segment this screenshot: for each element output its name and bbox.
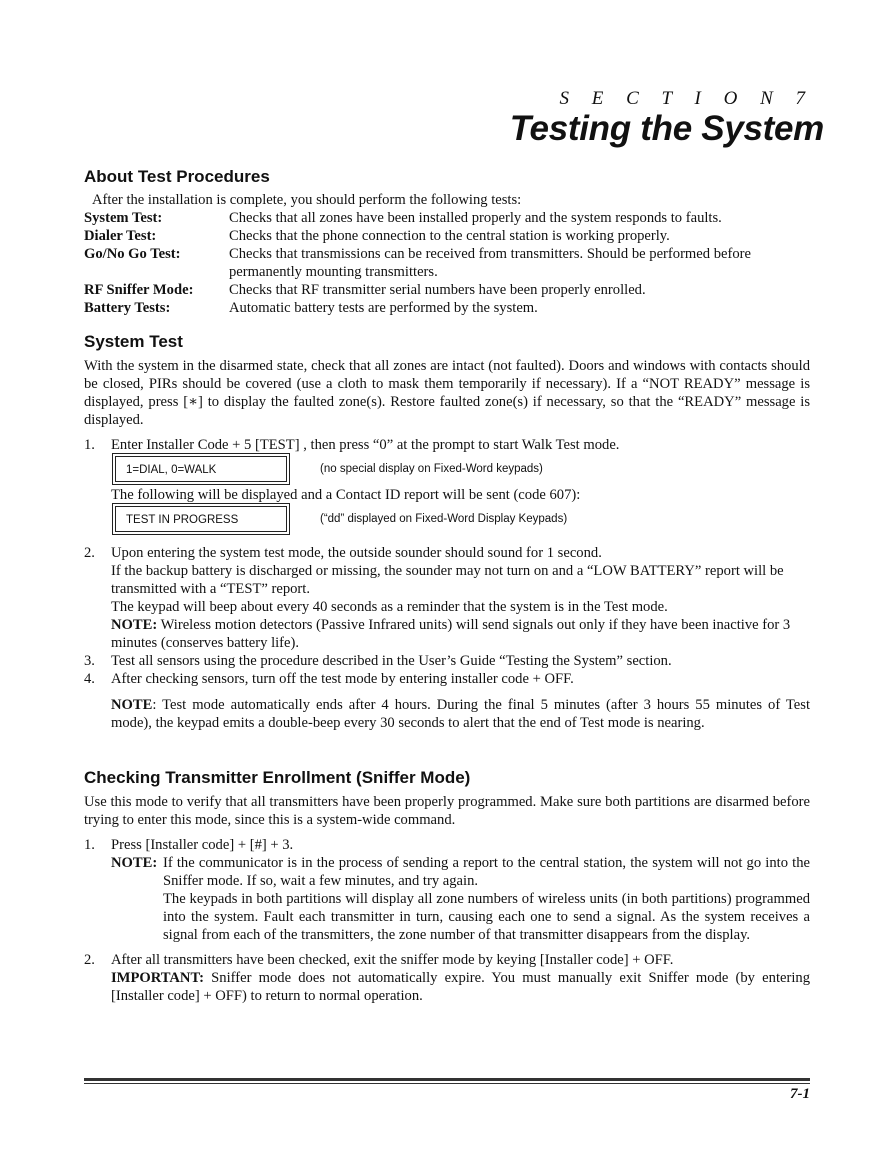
test-term: RF Sniffer Mode: — [84, 282, 194, 298]
list-item — [84, 951, 810, 1005]
step-text: Test all sensors using the procedure described in the User’s Guide “Testing the System” section. — [111, 653, 672, 669]
step-text: Enter Installer Code + 5 [TEST] , then press “0” at the prompt to start Walk Test mode. — [111, 437, 620, 453]
about-intro: After the installation is complete, you should perform the following tests: — [92, 192, 522, 208]
tests-list — [84, 209, 810, 317]
note-text: Wireless motion detectors (Passive Infrared units) will send signals out only if they have been inactive for 3 minutes (conserves battery life). — [111, 617, 791, 651]
list-item — [84, 836, 810, 944]
test-row — [84, 281, 810, 299]
page-title: Testing the System — [509, 109, 824, 148]
step-text: Upon entering the system test mode, the outside sounder should sound for 1 second. — [111, 545, 602, 561]
keypad-display: TEST IN PROGRESS — [115, 506, 287, 532]
section-label: S E C T I O N 7 — [559, 88, 814, 109]
test-desc: Checks that all zones have been installed properly and the system responds to faults. — [229, 210, 722, 226]
system-test-intro: With the system in the disarmed state, check that all zones are intact (not faulted). Doors and windows with contacts should be closed, PIRs should be covered (use a cloth to mask them temporarily if necessary). If a “NOT READY” message is displayed, press [∗] to display the faulted zone(s). Restore faulted zone(s) if necessary, so that the “READY” message is displayed. — [84, 358, 810, 428]
note-text: : Test mode automatically ends after 4 hours. During the final 5 minutes (after 3 hours 55 minutes of Test mode), the keypad emits a double-beep every 30 seconds to alert that the end of Test mode is nearing. — [111, 697, 810, 731]
step-note — [111, 854, 810, 944]
keypad-display-note: (“dd” displayed on Fixed-Word Display Keypads) — [320, 513, 568, 525]
test-term: Go/No Go Test: — [84, 246, 181, 262]
note-label: NOTE: — [111, 855, 158, 871]
step-note — [111, 616, 810, 652]
test-row — [84, 299, 810, 317]
step-text: Press [Installer code] + [#] + 3. — [111, 837, 294, 853]
step-text: If the backup battery is discharged or missing, the sounder may not turn on and a “LOW BATTERY” report will be transmitted with a “TEST” report. — [111, 563, 784, 597]
note-text: If the communicator is in the process of sending a report to the central station, the system will not go into the Sniffer mode. If so, wait a few minutes, and try again. — [163, 855, 810, 889]
list-item — [84, 436, 810, 536]
keypad-display-note: (no special display on Fixed-Word keypads) — [320, 463, 543, 475]
keypad-display-row — [111, 456, 810, 482]
footer-rule — [84, 1078, 810, 1081]
list-item — [84, 670, 810, 688]
test-row — [84, 245, 810, 281]
step-text: After checking sensors, turn off the test mode by entering installer code + OFF. — [111, 671, 574, 687]
step-text: The following will be displayed and a Contact ID report will be sent (code 607): — [111, 487, 581, 503]
test-desc: Checks that RF transmitter serial numbers have been properly enrolled. — [229, 282, 646, 298]
test-mode-note — [84, 696, 810, 732]
footer-rule-thin — [84, 1083, 810, 1084]
note-text: The keypads in both partitions will display all zone numbers of wireless units (in both partitions) programmed into the system. Fault each transmitter in turn, causing each one to send a signal. As the system receives a signal from each of the transmitters, the zone number of that transmitter disappears from the display. — [163, 891, 810, 943]
list-item — [84, 544, 810, 652]
system-test-section — [84, 331, 810, 732]
about-section — [84, 166, 810, 317]
test-desc: Automatic battery tests are performed by the system. — [229, 300, 538, 316]
sniffer-intro: Use this mode to verify that all transmitters have been properly programmed. Make sure both partitions are disarmed before trying to enter this mode, since this is a system-wide command. — [84, 794, 810, 828]
test-desc: Checks that the phone connection to the central station is working properly. — [229, 228, 670, 244]
sniffer-heading: Checking Transmitter Enrollment (Sniffer Mode) — [84, 768, 471, 787]
list-number: 1. — [84, 837, 95, 853]
list-number: 4. — [84, 671, 95, 687]
list-number: 2. — [84, 545, 95, 561]
list-number: 2. — [84, 952, 95, 968]
about-heading: About Test Procedures — [84, 167, 270, 186]
step-important — [111, 969, 810, 1005]
important-label: IMPORTANT: — [111, 970, 204, 986]
step-text: The keypad will beep about every 40 seconds as a reminder that the system is in the Test mode. — [111, 599, 668, 615]
test-desc: Checks that transmissions can be received from transmitters. Should be performed before permanently mounting transmitters. — [229, 246, 751, 280]
important-text: Sniffer mode does not automatically expire. You must manually exit Sniffer mode (by entering [Installer code] + OFF) to return to normal operation. — [111, 970, 810, 1004]
list-number: 1. — [84, 437, 95, 453]
keypad-display-row — [111, 506, 810, 532]
page-number: 7-1 — [790, 1086, 810, 1102]
sniffer-section — [84, 767, 810, 1005]
test-term: System Test: — [84, 210, 163, 226]
test-term: Battery Tests: — [84, 300, 171, 316]
test-term: Dialer Test: — [84, 228, 157, 244]
test-row — [84, 209, 810, 227]
list-item — [84, 652, 810, 670]
system-test-heading: System Test — [84, 332, 183, 351]
step-text: After all transmitters have been checked, exit the sniffer mode by keying [Installer code] + OFF. — [111, 952, 674, 968]
list-number: 3. — [84, 653, 95, 669]
note-label: NOTE — [111, 697, 153, 713]
keypad-display: 1=DIAL, 0=WALK — [115, 456, 287, 482]
note-label: NOTE: — [111, 617, 158, 633]
test-row — [84, 227, 810, 245]
